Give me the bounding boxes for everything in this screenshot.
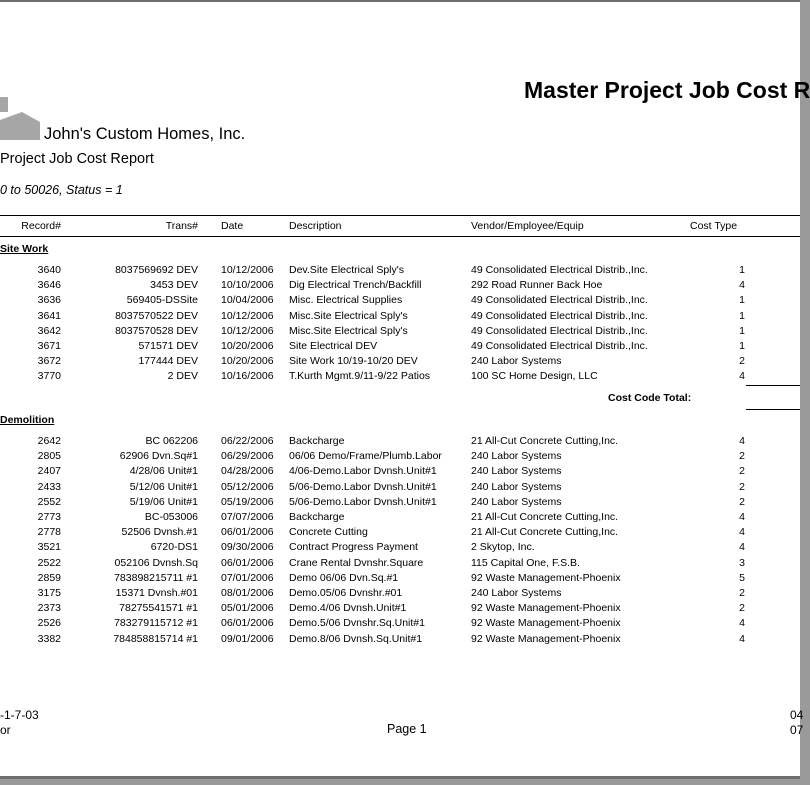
cell-trans: 177444 DEV [138,355,198,368]
cell-date: 07/01/2006 [221,571,274,584]
cell-vendor: 92 Waste Management-Phoenix [471,571,621,584]
cell-date: 08/01/2006 [221,587,274,599]
cell-vendor: 240 Labor Systems [471,355,562,368]
company-name: John's Custom Homes, Inc. [44,125,246,143]
cell-vendor: 21 All-Cut Concrete Cutting,Inc. [471,526,619,539]
cell-cost-type: 2 [739,465,745,478]
cell-date: 06/01/2006 [221,556,274,569]
cell-date: 10/04/2006 [221,294,274,307]
header-bottom-rule [0,236,800,237]
cell-trans: 62906 Dvn.Sq#1 [119,450,198,463]
cell-vendor: 49 Consolidated Electrical Distrib.,Inc. [471,264,648,276]
col-header-trans: Trans# [165,220,198,232]
cell-record: 3770 [37,370,61,383]
table-row [0,496,800,510]
cell-vendor: 100 SC Home Design, LLC [471,370,598,383]
cell-description: Site Work 10/19-10/20 DEV [289,355,418,368]
cell-trans: BC 062206 [145,435,198,447]
footer-right-line1: 04 [790,708,804,722]
cell-trans: 8037570522 DEV [115,309,198,322]
cell-trans: 8037570528 DEV [115,324,198,337]
table-row [0,526,800,540]
col-header-description: Description [289,220,342,232]
cell-description: 5/06-Demo.Labor Dvnsh.Unit#1 [289,495,437,508]
footer-left-line1: -1-7-03 [0,708,39,722]
cell-description: Demo.4/06 Dvnsh.Unit#1 [289,602,407,615]
cell-trans: 78275541571 #1 [119,602,198,615]
table-row [0,294,800,308]
cell-description: Demo.5/06 Dvnshr.Sq.Unit#1 [289,617,425,630]
cell-vendor: 21 All-Cut Concrete Cutting,Inc. [471,511,619,523]
cell-date: 06/01/2006 [221,617,274,630]
cell-trans: 784858815714 #1 [113,632,198,645]
cell-description: Demo.8/06 Dvnsh.Sq.Unit#1 [289,632,423,645]
report-subtitle: Project Job Cost Report [0,151,154,167]
col-header-date: Date [221,220,244,232]
cell-record: 2522 [37,556,61,569]
cell-record: 3642 [37,324,61,337]
cell-date: 05/19/2006 [221,495,274,508]
footer-right-line2: 07 [790,723,804,737]
table-row [0,340,800,354]
cell-description: 06/06 Demo/Frame/Plumb.Labor [289,450,442,463]
cell-description: Site Electrical DEV [289,340,378,352]
cell-trans: 571571 DEV [138,340,198,352]
cell-cost-type: 2 [739,495,745,508]
cell-trans: 52506 Dvnsh.#1 [121,526,198,539]
cell-cost-type: 4 [739,279,745,292]
cell-record: 3646 [37,279,61,292]
cell-trans: 783898215711 #1 [114,571,198,584]
cell-cost-type: 1 [739,340,745,352]
table-row [0,617,800,631]
cell-cost-type: 3 [739,556,745,569]
cell-record: 2778 [37,526,61,539]
total-rule [746,409,800,410]
cell-record: 3641 [37,309,61,322]
cell-trans: 6720-DS1 [150,541,198,554]
subtotal-rule [746,385,800,386]
cell-date: 06/22/2006 [221,435,274,447]
cell-vendor: 2 Skytop, Inc. [471,541,535,554]
cell-description: Demo 06/06 Dvn.Sq.#1 [289,571,399,584]
table-row [0,511,800,525]
cell-cost-type: 4 [739,435,745,447]
report-title: Master Project Job Cost R [524,77,810,103]
cell-description: Dig Electrical Trench/Backfill [289,279,422,292]
company-logo-icon [0,94,44,142]
cell-vendor: 49 Consolidated Electrical Distrib.,Inc. [471,324,648,337]
cell-trans: 783279115712 #1 [114,617,198,630]
cell-record: 2805 [37,450,61,463]
table-row [0,557,800,571]
cell-record: 2433 [37,480,61,493]
col-header-vendor: Vendor/Employee/Equip [471,220,584,232]
cell-date: 10/20/2006 [221,355,274,368]
cell-vendor: 240 Labor Systems [471,587,562,599]
cell-trans: 8037569692 DEV [115,264,198,276]
cell-date: 06/01/2006 [221,526,274,539]
table-row [0,541,800,555]
cell-record: 2859 [37,571,61,584]
cell-description: Misc.Site Electrical Sply's [289,324,408,337]
cell-cost-type: 1 [739,324,745,337]
table-row [0,602,800,616]
cell-vendor: 21 All-Cut Concrete Cutting,Inc. [471,435,619,447]
cell-cost-type: 4 [739,370,745,383]
cell-record: 2552 [37,495,61,508]
cell-date: 10/20/2006 [221,340,274,352]
cell-vendor: 49 Consolidated Electrical Distrib.,Inc. [471,340,648,352]
report-criteria: 0 to 50026, Status = 1 [0,183,123,197]
col-header-record: Record# [21,220,61,232]
table-row [0,587,800,601]
cell-description: Demo.05/06 Dvnshr.#01 [289,587,403,599]
cell-description: Backcharge [289,435,345,447]
cell-cost-type: 1 [739,264,745,276]
cell-date: 10/12/2006 [221,309,274,322]
cell-date: 09/30/2006 [221,541,274,554]
cell-record: 3382 [37,632,61,645]
cell-date: 10/12/2006 [221,264,274,276]
cell-record: 3672 [37,355,61,368]
table-row [0,355,800,369]
cell-date: 10/16/2006 [221,370,274,383]
cell-description: 4/06-Demo.Labor Dvnsh.Unit#1 [289,465,437,478]
cell-cost-type: 1 [739,294,745,307]
cell-date: 10/12/2006 [221,324,274,337]
cell-vendor: 49 Consolidated Electrical Distrib.,Inc. [471,309,648,322]
cell-description: Misc. Electrical Supplies [289,294,403,307]
table-row [0,435,800,449]
cell-date: 07/07/2006 [221,511,274,523]
cell-trans: BC-053006 [144,511,198,523]
footer-left-line2: or [0,723,11,737]
cell-record: 2373 [37,602,61,615]
cell-trans: 5/19/06 Unit#1 [129,495,198,508]
cell-vendor: 92 Waste Management-Phoenix [471,632,621,645]
cost-code-total-label: Cost Code Total: [608,392,692,404]
cell-description: 5/06-Demo.Labor Dvnsh.Unit#1 [289,480,437,493]
table-row [0,465,800,479]
table-row [0,633,800,647]
cell-cost-type: 4 [739,617,745,630]
cell-description: Misc.Site Electrical Sply's [289,309,408,322]
cell-cost-type: 2 [739,602,745,615]
cell-record: 3175 [37,587,61,599]
cell-vendor: 240 Labor Systems [471,480,562,493]
cell-date: 04/28/2006 [221,465,274,478]
cell-trans: 569405-DSSite [126,294,198,307]
cell-date: 09/01/2006 [221,632,274,645]
table-row [0,572,800,586]
cell-description: Contract Progress Payment [289,541,418,554]
cell-cost-type: 2 [739,450,745,463]
cell-cost-type: 2 [739,355,745,368]
cell-record: 3636 [37,294,61,307]
cell-vendor: 92 Waste Management-Phoenix [471,617,621,630]
cell-trans: 052106 Dvnsh.Sq [114,556,198,569]
cell-cost-type: 4 [739,526,745,539]
cell-cost-type: 4 [739,541,745,554]
cell-record: 2407 [37,465,61,478]
header-top-rule [0,215,800,216]
cell-cost-type: 5 [739,571,745,584]
cell-cost-type: 2 [739,587,745,599]
cell-vendor: 92 Waste Management-Phoenix [471,602,621,615]
section-heading-demolition: Demolition [0,414,55,426]
table-row [0,481,800,495]
cell-vendor: 49 Consolidated Electrical Distrib.,Inc. [471,294,648,307]
table-row [0,370,800,384]
cell-vendor: 292 Road Runner Back Hoe [471,279,603,292]
cell-record: 3640 [37,264,61,276]
table-row [0,279,800,293]
cell-cost-type: 4 [739,632,745,645]
cell-description: Concrete Cutting [289,526,368,539]
cell-trans: 4/28/06 Unit#1 [129,465,198,478]
cell-cost-type: 2 [739,480,745,493]
cell-record: 2526 [37,617,61,630]
cell-description: T.Kurth Mgmt.9/11-9/22 Patios [289,370,431,383]
table-row [0,450,800,464]
col-header-cost-type: Cost Type [690,220,738,232]
cell-trans: 15371 Dvnsh.#01 [115,587,198,599]
table-row [0,325,800,339]
cell-date: 06/29/2006 [221,450,274,463]
cell-cost-type: 4 [739,511,745,523]
cell-vendor: 115 Capital One, F.S.B. [471,556,580,569]
cell-description: Dev.Site Electrical Sply's [289,264,405,276]
table-row [0,310,800,324]
cell-description: Crane Rental Dvnshr.Square [289,556,424,569]
cell-trans: 3453 DEV [150,279,198,292]
cell-record: 3521 [37,541,61,554]
cell-date: 05/01/2006 [221,602,274,615]
cell-date: 05/12/2006 [221,480,274,493]
cell-record: 2773 [37,511,61,523]
page-number: Page 1 [387,722,427,736]
table-row [0,264,800,278]
cell-description: Backcharge [289,511,345,523]
cell-trans: 5/12/06 Unit#1 [129,480,198,493]
cell-vendor: 240 Labor Systems [471,495,562,508]
cell-vendor: 240 Labor Systems [471,465,562,478]
cell-record: 2642 [37,435,61,447]
cell-cost-type: 1 [739,309,745,322]
section-heading-site-work: Site Work [0,243,49,255]
cell-vendor: 240 Labor Systems [471,450,562,463]
cell-date: 10/10/2006 [221,279,274,292]
cell-trans: 2 DEV [167,370,198,383]
cell-record: 3671 [37,340,61,352]
